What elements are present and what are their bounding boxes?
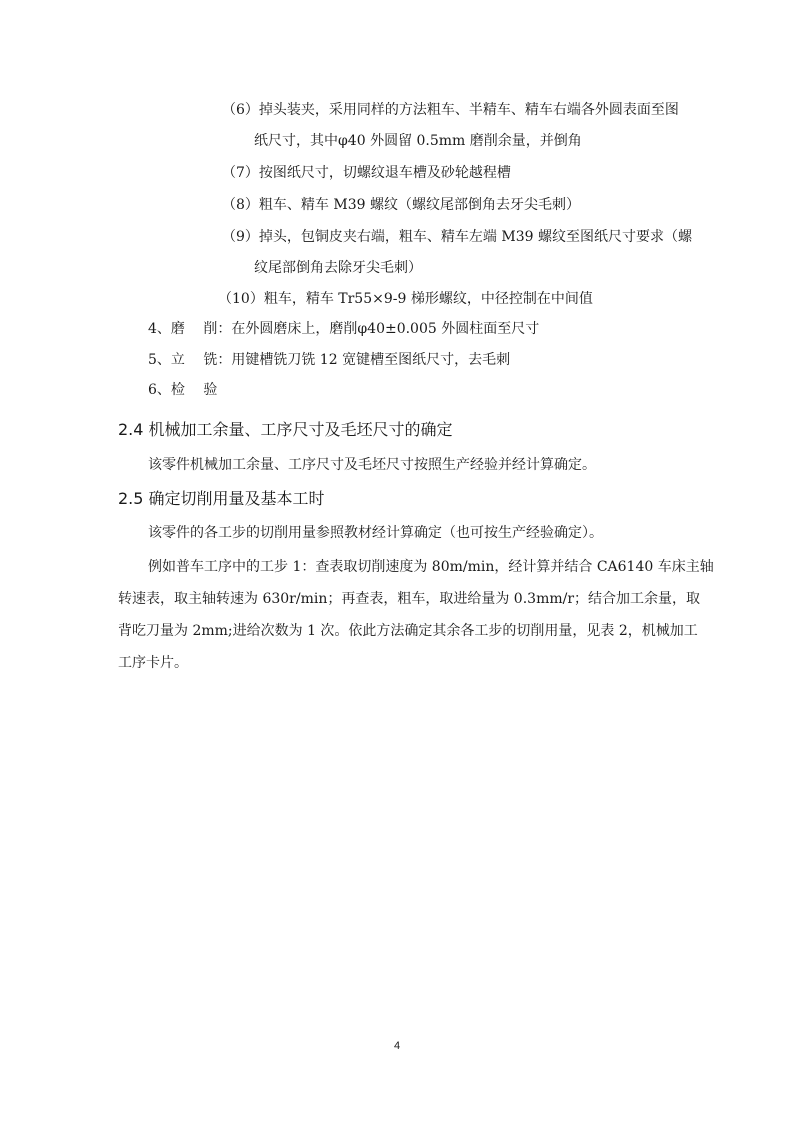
section-2-5-body-1: 该零件的各工步的切削用量参照教材经计算确定（也可按生产经验确定）。 xyxy=(148,525,603,541)
process-6-inspection: 6、检 验 xyxy=(148,382,218,398)
section-2-4-heading: 2.4 机械加工余量、工序尺寸及毛坯尺寸的确定 xyxy=(118,420,453,439)
step-9-line-1: （9）掉头，包铜皮夹右端，粗车、精车左端 M39 螺纹至图纸尺寸要求（螺 xyxy=(222,229,692,245)
section-2-5-body-2-line-2: 转速表，取主轴转速为 630r/min；再查表，粗车，取进给量为 0.3mm/r；结合加工余量，取 xyxy=(118,591,701,607)
step-6-line-2: 纸尺寸，其中φ40 外圆留 0.5mm 磨削余量，并倒角 xyxy=(254,133,582,149)
process-5-milling: 5、立 铣：用键槽铣刀铣 12 宽键槽至图纸尺寸，去毛刺 xyxy=(148,352,511,368)
page-number: 4 xyxy=(393,1040,401,1052)
step-8: （8）粗车、精车 M39 螺纹（螺纹尾部倒角去牙尖毛刺） xyxy=(222,197,580,213)
process-4-grinding: 4、磨 削：在外圆磨床上，磨削φ40±0.005 外圆柱面至尺寸 xyxy=(148,321,540,337)
step-6-line-1: （6）掉头装夹，采用同样的方法粗车、半精车、精车右端各外圆表面至图 xyxy=(222,102,679,118)
section-2-5-body-2-line-1: 例如普车工序中的工步 1：查表取切削速度为 80m/min，经计算并结合 CA6140 车床主轴 xyxy=(148,559,714,575)
step-10: （10）粗车，精车 Tr55×9-9 梯形螺纹，中径控制在中间值 xyxy=(218,291,593,307)
section-2-5-body-2-line-4: 工序卡片。 xyxy=(118,655,188,671)
step-9-line-2: 纹尾部倒角去除牙尖毛刺） xyxy=(254,260,422,276)
section-2-5-body-2-line-3: 背吃刀量为 2mm;进给次数为 1 次。依此方法确定其余各工步的切削用量，见表 2，机械加工 xyxy=(118,623,698,639)
section-2-5-heading: 2.5 确定切削用量及基本工时 xyxy=(118,489,325,508)
step-7: （7）按图纸尺寸，切螺纹退车槽及砂轮越程槽 xyxy=(222,165,511,181)
section-2-4-body: 该零件机械加工余量、工序尺寸及毛坯尺寸按照生产经验并经计算确定。 xyxy=(148,457,596,473)
